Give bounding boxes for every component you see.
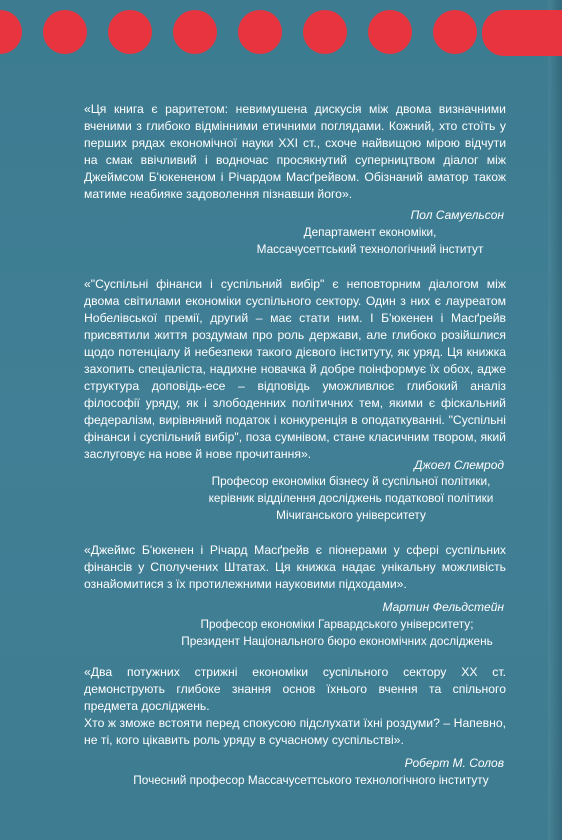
review-quote: [84, 276, 506, 463]
quote-author: Роберт М. Солов: [404, 756, 504, 770]
affiliation-line: Почесний професор Массачусеттського технологічного інституту: [133, 773, 489, 787]
quote-text: Хто ж зможе встояти перед спокусою підслухати їхні роздуми? – Напевно, не ті, кого цікавить роль уряду в сучасному суспільстві».: [84, 716, 506, 747]
quote-text: «Джеймс Б'юкенен і Річард Масґрейв є піонерами у сфері суспільних фінансів у Сполучених Штатах. Ця книжка надає унікальну можливість ознайомитися з їх протилежними науковими підходами».: [84, 543, 506, 591]
red-dot: [238, 10, 282, 54]
red-dot: [173, 10, 217, 54]
affiliation-line: Массачусеттський технологічний інститут: [256, 242, 484, 256]
red-dot: [303, 10, 347, 54]
quote-text: «Ця книга є раритетом: невимушена дискусія між двома визначними вченими з глибоко відмінними етичними поглядами. Кожний, хто стоїть у перших рядах економічної науки XXI ст., схоче найвищою мірою відчути на смак ввічливий і водночас просякнутий суперництвом діалог між Джеймсом Б'юкененом і Річардом Масґрейвом. Обізнаний аматор також матиме неабияке задоволення пізнавши його».: [84, 102, 506, 201]
decorative-dots-row: [0, 10, 562, 56]
red-dot: [0, 10, 22, 54]
cover-edge: [548, 0, 562, 840]
red-dot: [368, 10, 412, 54]
quote-author: Мартин Фельдстейн: [382, 600, 504, 614]
red-dot: [108, 10, 152, 54]
red-dot: [43, 10, 87, 54]
quote-text: «"Суспільні фінанси і суспільний вибір" є неповторним діалогом між двома світилами економіки суспільного сектору. Один з них є лауреатом Нобелівської премії, другий – має стати ним. І Б'юкенен і Масґрейв присвятили життя роздумам про роль держави, але глибоко розійшлися щодо потенціалу й небезпеки такого дієвого інституту, як уряд. Ця книжка захопить спеціаліста, надихне новачка й добре поінформує їх обох, адже структура доповідь-есе – відповідь уможливлює глибокий аналіз філософії уряду, як і злободенних політичних тем, якими є фіскальний федералізм, вирівняний податок і конкуренція в оподаткуванні. "Суспільні фінанси і суспільний вибір", поза сумнівом, стане класичним твором, який заслуговує на нове й нове прочитання».: [84, 277, 506, 461]
affiliation-line: керівник відділення досліджень податкової політики: [208, 491, 494, 505]
quote-text: «Два потужних стрижні економіки суспільного сектору XX ст. демонструють глибоке знання основ їхнього вчення та спільного предмета досліджень.: [84, 665, 506, 713]
author-affiliation: [196, 473, 506, 524]
review-quote: [84, 664, 506, 749]
affiliation-line: Мічиганського університету: [276, 508, 426, 522]
red-dot: [433, 10, 477, 54]
author-affiliation: [168, 616, 506, 650]
quote-author: Пол Самуельсон: [410, 208, 504, 222]
affiliation-line: Президент Національного бюро економічних досліджень: [181, 634, 493, 648]
affiliation-line: Професор економіки Гарвардського університету;: [200, 617, 474, 631]
affiliation-line: Професор економіки бізнесу й суспільної політики,: [211, 474, 491, 488]
affiliation-line: Департамент економіки,: [303, 225, 437, 239]
review-quote: [84, 542, 506, 593]
quote-author: Джоел Слемрод: [414, 458, 504, 472]
review-quote: [84, 101, 506, 203]
red-tab: [482, 10, 562, 56]
author-affiliation: [250, 224, 490, 258]
author-affiliation: [116, 772, 506, 789]
